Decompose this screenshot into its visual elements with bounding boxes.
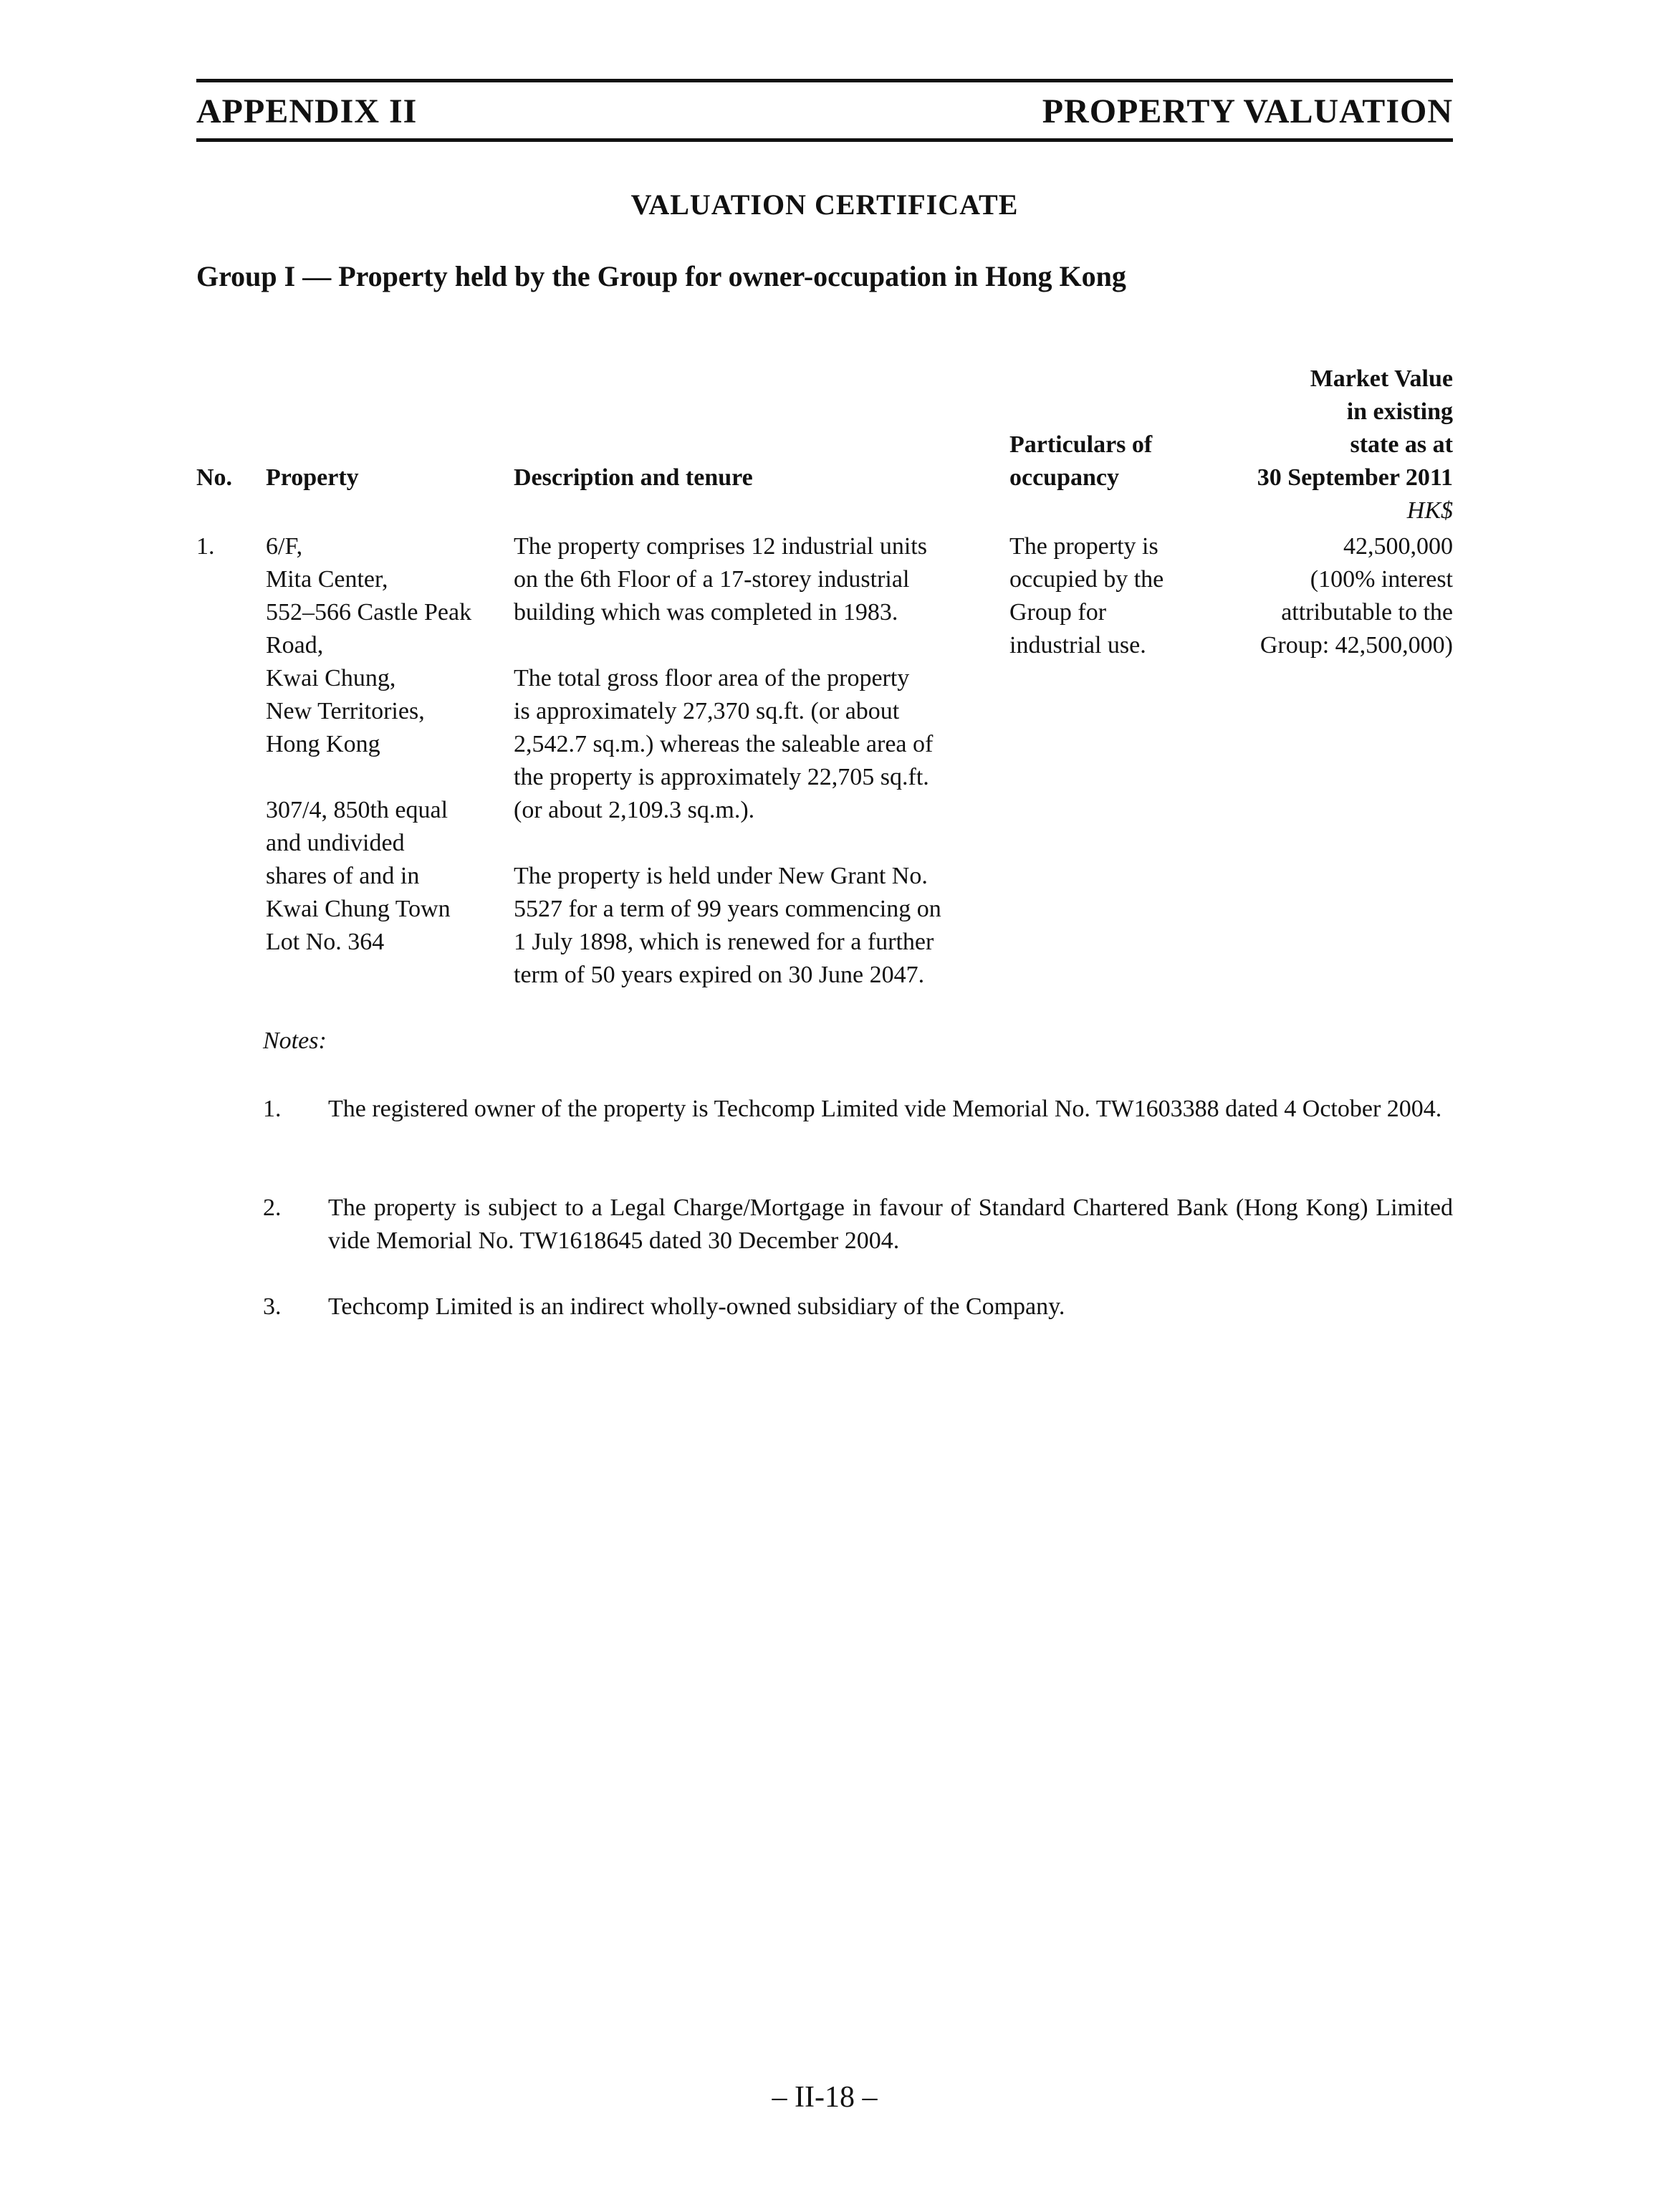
occupancy-line: The property is: [1009, 533, 1158, 560]
property-line: Lot No. 364: [266, 929, 385, 955]
group-title: Group I — Property held by the Group for owner-occupation in Hong Kong: [196, 260, 1126, 292]
description-line: The property comprises 12 industrial units: [514, 533, 927, 560]
header-value-line: state as at: [1350, 431, 1453, 458]
section-label: PROPERTY VALUATION: [1042, 92, 1453, 130]
description-paragraph: [514, 530, 1001, 629]
property-line: Mita Center,: [266, 566, 388, 593]
header-property: Property: [266, 464, 359, 491]
occupancy-cell: [1009, 530, 1203, 662]
note-item: [263, 1093, 1453, 1126]
header-value-line: Market Value: [1310, 365, 1453, 392]
row-number: 1.: [196, 533, 215, 560]
description-line: The property is held under New Grant No.: [514, 863, 928, 889]
header-occupancy-line: occupancy: [1009, 464, 1119, 491]
description-line: is approximately 27,370 sq.ft. (or about: [514, 698, 900, 724]
property-line: Hong Kong: [266, 731, 380, 757]
occupancy-line: industrial use.: [1009, 632, 1146, 659]
market-value-cell: [1218, 530, 1453, 662]
description-line: 5527 for a term of 99 years commencing on: [514, 896, 941, 922]
header-value-line: in existing: [1346, 398, 1453, 425]
property-line: 6/F,: [266, 533, 303, 560]
description-line: 2,542.7 sq.m.) whereas the saleable area of: [514, 731, 934, 757]
page-number: – II-18 –: [772, 2081, 878, 2114]
property-address: [266, 530, 509, 761]
value-line: attributable to the: [1281, 599, 1453, 626]
note-text: The property is subject to a Legal Charge/Mortgage in favour of Standard Chartered Bank (Hong Kong) Limited vide Memorial No. TW1618645 dated 30 December 2004.: [328, 1194, 1453, 1254]
property-line: Kwai Chung,: [266, 665, 396, 691]
header-no: No.: [196, 464, 233, 491]
note-text: The registered owner of the property is Techcomp Limited vide Memorial No. TW1603388 dated 4 October 2004.: [328, 1096, 1442, 1122]
value-line: 42,500,000: [1343, 533, 1453, 560]
header-bottom-rule: [196, 138, 1453, 142]
note-text: Techcomp Limited is an indirect wholly-owned subsidiary of the Company.: [328, 1293, 1065, 1320]
occupancy-line: occupied by the: [1009, 566, 1164, 593]
header-value-line: 30 September 2011: [1257, 464, 1453, 491]
appendix-label: APPENDIX II: [196, 92, 418, 130]
property-line: Road,: [266, 632, 324, 659]
description-paragraph: [514, 860, 1001, 992]
property-line: 307/4, 850th equal: [266, 797, 448, 823]
property-line: Kwai Chung Town: [266, 896, 451, 922]
property-line: New Territories,: [266, 698, 425, 724]
value-line: (100% interest: [1310, 566, 1453, 593]
certificate-title: VALUATION CERTIFICATE: [630, 188, 1019, 221]
note-number: 1.: [263, 1096, 282, 1122]
property-lot: [266, 794, 509, 959]
description-line: term of 50 years expired on 30 June 2047.: [514, 962, 925, 988]
property-line: and undivided: [266, 830, 405, 856]
header-market-value: [1218, 363, 1453, 527]
description-line: The total gross floor area of the property: [514, 665, 910, 691]
description-cell: [514, 530, 1001, 992]
description-paragraph: [514, 662, 1001, 827]
header-description: Description and tenure: [514, 464, 753, 491]
occupancy-line: Group for: [1009, 599, 1107, 626]
notes-title: Notes:: [263, 1028, 327, 1054]
description-line: building which was completed in 1983.: [514, 599, 898, 626]
header-currency: HK$: [1406, 497, 1453, 524]
note-number: 2.: [263, 1194, 282, 1221]
property-line: shares of and in: [266, 863, 420, 889]
description-line: the property is approximately 22,705 sq.ft.: [514, 764, 929, 790]
description-line: (or about 2,109.3 sq.m.).: [514, 797, 755, 823]
header-occupancy-line: Particulars of: [1009, 431, 1153, 458]
note-item: [263, 1192, 1453, 1258]
value-line: Group: 42,500,000): [1260, 632, 1453, 659]
property-cell: [266, 530, 509, 959]
header-occupancy: [1009, 428, 1203, 494]
note-item: [263, 1291, 1453, 1323]
description-line: on the 6th Floor of a 17-storey industrial: [514, 566, 910, 593]
property-line: 552–566 Castle Peak: [266, 599, 472, 626]
description-line: 1 July 1898, which is renewed for a further: [514, 929, 934, 955]
note-number: 3.: [263, 1293, 282, 1320]
table-header: [0, 330, 1660, 524]
header-top-rule: [196, 79, 1453, 82]
